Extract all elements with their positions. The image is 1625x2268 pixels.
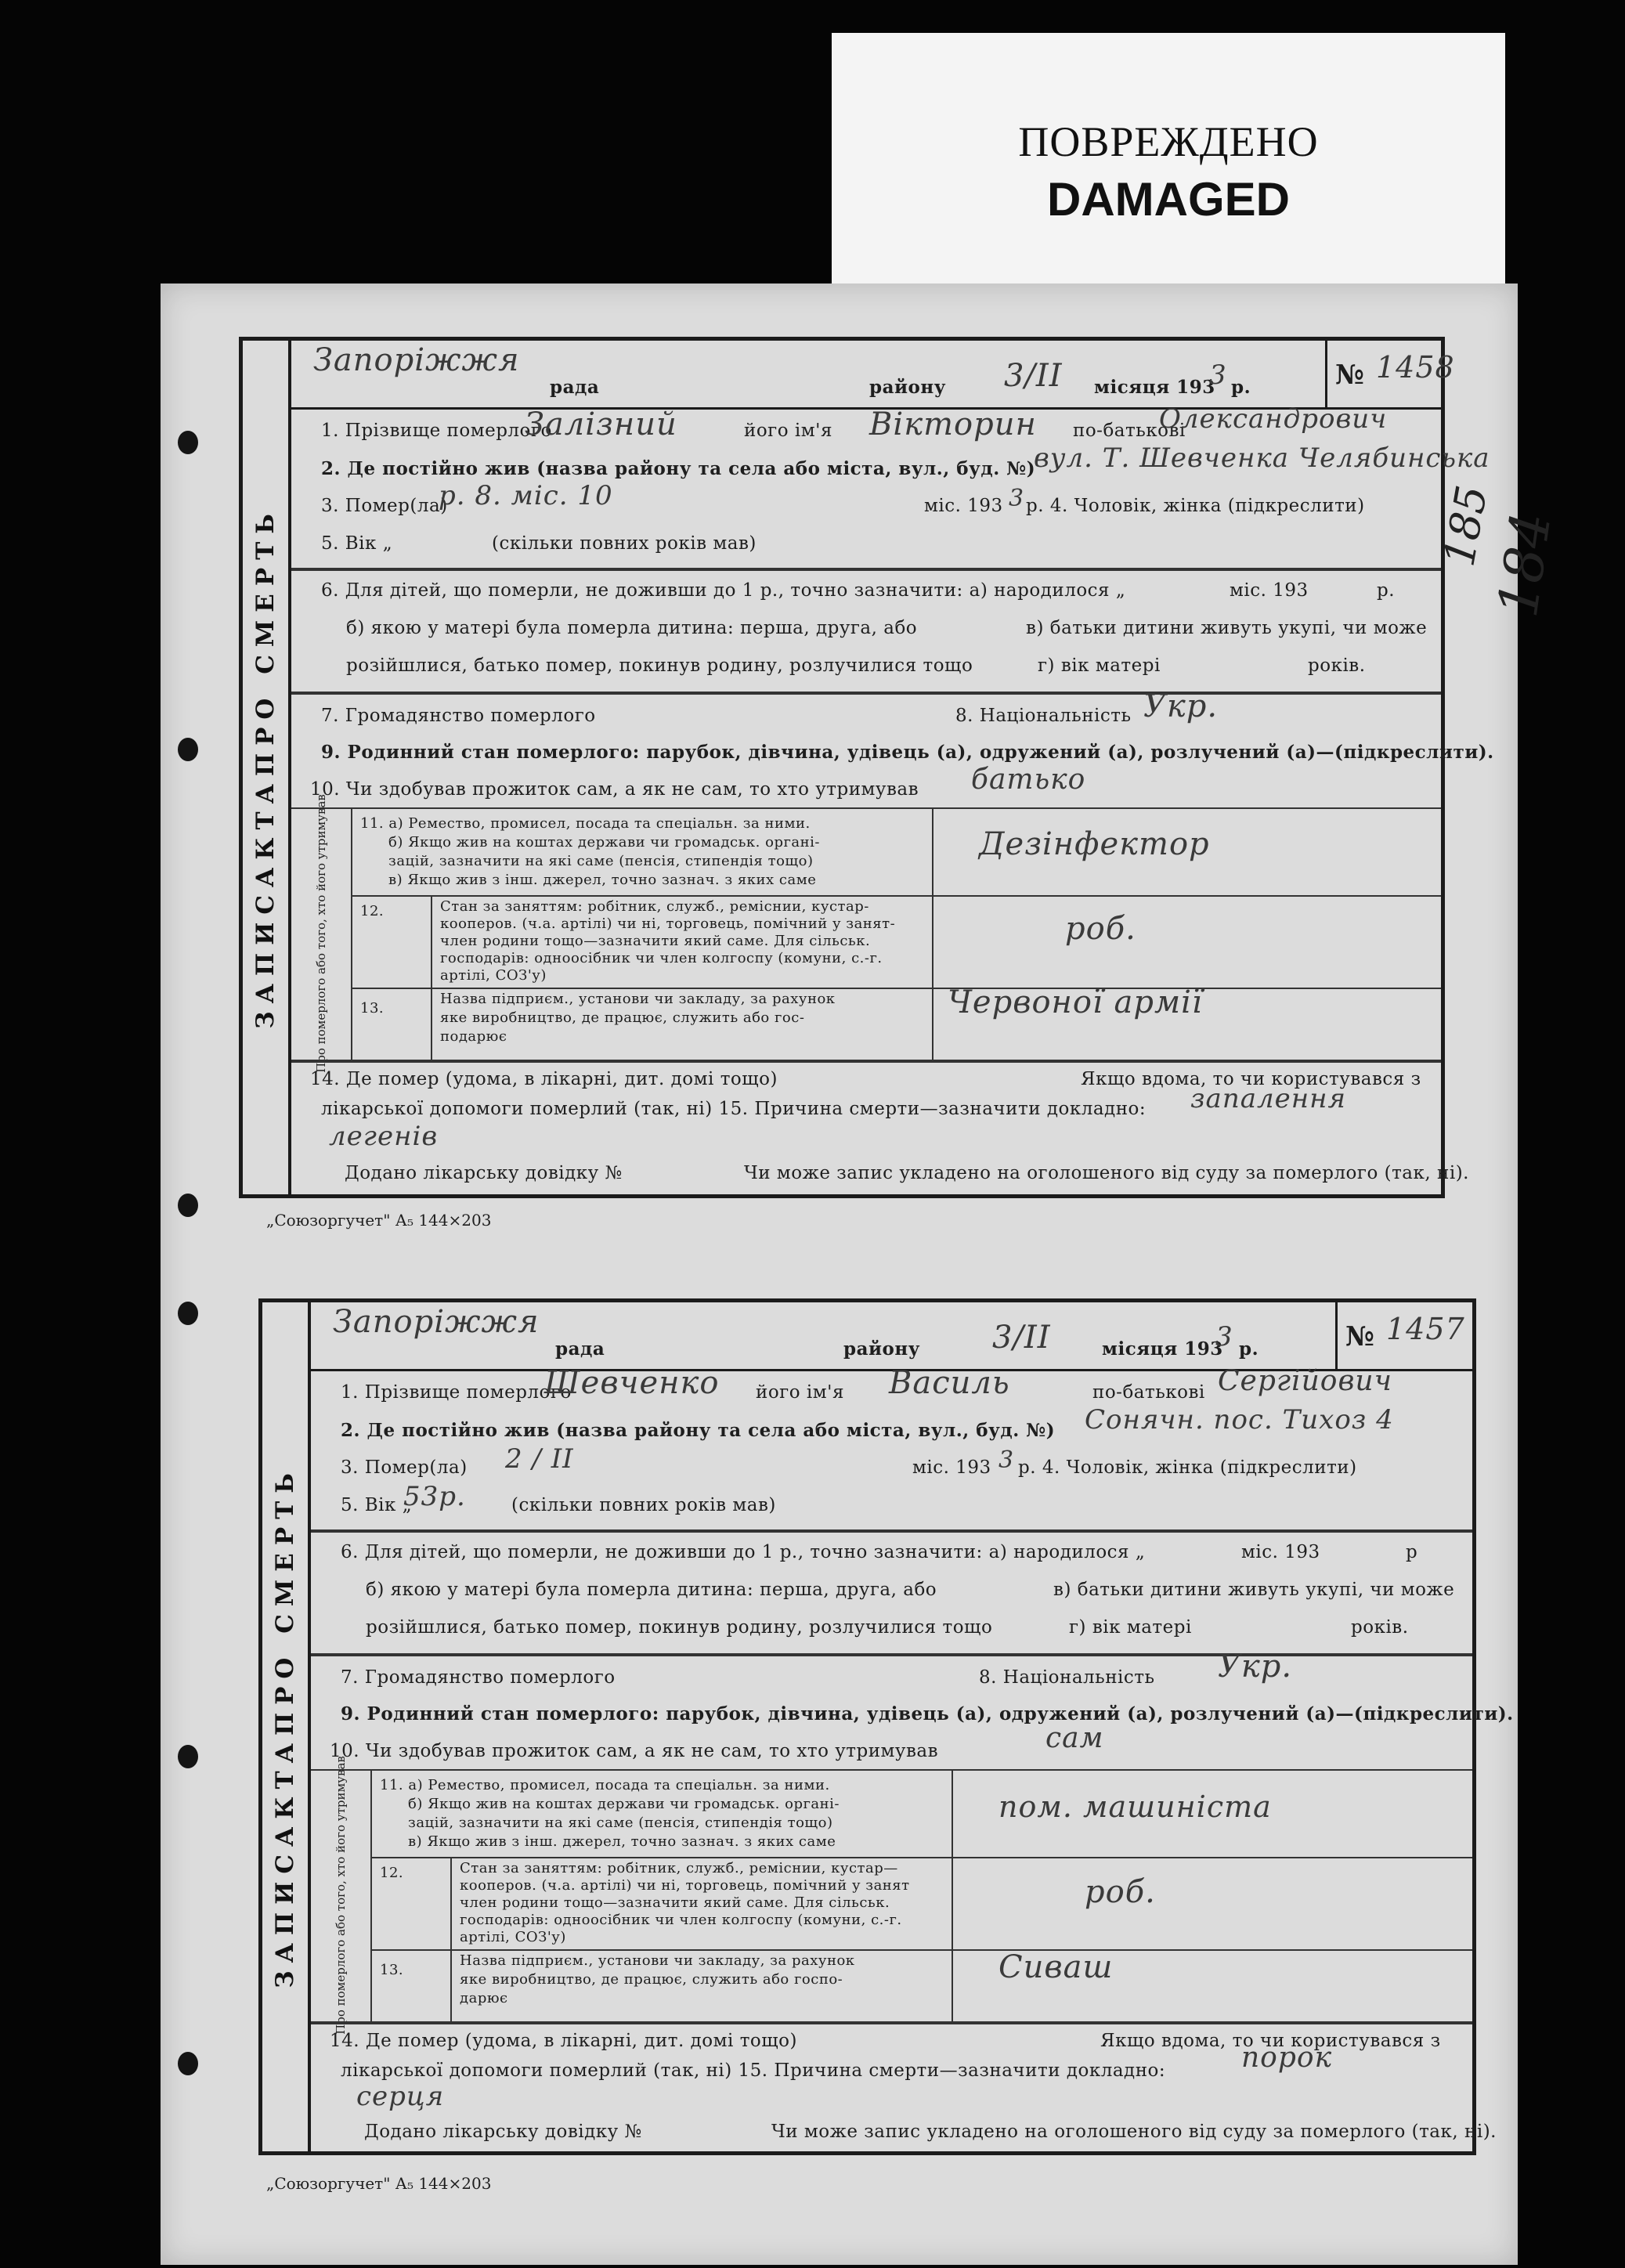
form-header [291,341,1455,410]
row-1: 1. Прізвище померлого [321,421,552,441]
row-6-b: б) якою у матері була померла дитина: перша, друга, або [346,618,918,638]
form-footer: „Союзоргучет" А₅ 144×203 [266,2174,492,2193]
row-3: 3. Помер(ла) [321,496,448,516]
row-6: 6. Для дітей, що померли, не доживши до 1 р., точно зазначити: а) народилося „ [321,580,1126,601]
row-6-c: в) батьки дитини живуть укупі, чи може [1026,618,1428,638]
row-13-b: яке виробництво, де працює, служить або госпо- [460,1971,843,1988]
row-12-b: кооперов. (ч.а. артілі) чи ні, торговець, помічний у занят- [440,916,896,932]
record-number-box [1325,341,1455,410]
hw-surname: Шевченко [544,1365,720,1401]
row-3-month-label: міс. 193 [912,1457,991,1478]
row-13-a: Назва підприєм., установи чи закладу, за рахунок [460,1952,855,1969]
row-6-years: років. [1351,1617,1409,1638]
hw-status: роб. [1065,911,1136,947]
row-3-sex-label: р. 4. Чоловік, жінка (підкреслити) [1018,1457,1357,1478]
row-13-c: дарює [460,1990,508,2006]
row-16-a: Додано лікарську довідку № [364,2122,642,2142]
row-12-c: член родини тощо—зазначити який саме. Для сільськ. [460,1894,890,1911]
margin-note: 184 [1485,508,1564,621]
header-month: місяця 193 [1094,377,1215,398]
row-3-month-label: міс. 193 [924,496,1003,516]
row-11-b: б) Якщо жив на коштах держави чи громадськ. органі- [408,1796,840,1812]
form-subhead: Про померлого або того, хто його утримував [291,807,352,1060]
hw-died: 2 / ІІ [505,1443,574,1475]
row-6-month-label: міс. 193 [1241,1542,1320,1562]
hw-name: Вікторин [869,406,1037,442]
hw-died-year: 3 [1009,485,1025,512]
hw-cause-2: серця [356,2081,445,2112]
row-14-b: Якщо вдома, то чи користувався з [1081,1069,1421,1089]
hw-workplace: Червоної армії [948,984,1203,1020]
hw-occupation: Дезінфектор [979,826,1210,862]
hw-age: 53р. [403,1481,466,1512]
row-3: 3. Помер(ла) [341,1457,468,1478]
row-6-d: розійшлися, батько помер, покинув родину, розлучилися тощо [366,1617,993,1638]
punch-hole [178,1194,198,1217]
hw-rada: Запоріжжя [333,1304,540,1340]
row-6-r: р [1406,1542,1418,1562]
row-12-b: кооперов. (ч.а. артілі) чи ні, торговець, помічний у занят [460,1877,910,1894]
death-record-form [258,1298,1514,2155]
row-11-a: 11. а) Ремество, промисел, посада та спеціальн. за ними. [360,815,811,832]
form-header [311,1302,1472,1371]
punch-hole [178,431,198,454]
hw-supporter: сам [1045,1722,1104,1754]
record-number-label: № [1345,1321,1374,1352]
hw-year: 3 [1215,1321,1233,1352]
damaged-label-ru: ПОВРЕЖДЕНО [1018,118,1319,165]
row-6-years: років. [1308,655,1366,676]
row-11-c: в) Якщо жив з інш. джерел, точно зазнач. з яких саме [408,1833,836,1850]
hw-year: 3 [1209,359,1227,391]
row-11-b2: зацій, зазначити на які саме (пенсія, стипендія тощо) [388,853,814,869]
form-subhead: Про померлого або того, хто його утримував [311,1769,372,2021]
row-9: 9. Родинний стан померлого: парубок, дівчина, удівець (а), одружений (а), розлучений (а)—(підкреслити). [321,742,1494,763]
header-rada: рада [555,1338,605,1360]
row-1-patronymic-label: по-батькові [1073,421,1186,441]
row-2: 2. Де постійно жив (назва району та села або міста, вул., буд. №) [341,1420,1056,1441]
row-12-e: артілі, СОЗ'у) [440,967,547,984]
row-6-c: в) батьки дитини живуть укупі, чи може [1053,1580,1455,1600]
row-14-b: Якщо вдома, то чи користувався з [1100,2031,1441,2051]
row-1-name-label: його ім'я [756,1382,844,1403]
row-1-name-label: його ім'я [744,421,832,441]
header-raion: району [843,1338,920,1360]
row-6: 6. Для дітей, що померли, не доживши до 1 р., точно зазначити: а) народилося „ [341,1542,1146,1562]
row-7: 7. Громадянство померлого [341,1667,616,1688]
hw-cause-1: порок [1241,2042,1333,2074]
row-13: 13. [380,1962,404,1978]
row-6-d: розійшлися, батько помер, покинув родину, розлучилися тощо [346,655,973,676]
row-12: 12. [360,903,385,919]
margin-note: 185 [1434,482,1497,570]
hw-name: Василь [889,1365,1010,1401]
hw-patronymic: Олександрович [1159,403,1388,435]
punch-hole [178,738,198,761]
hw-rada: Запоріжжя [313,342,520,378]
damaged-label-card [832,33,1505,294]
row-16-b: Чи може запис укладено на оголошеного від суду за померлого (так, ні). [771,2122,1497,2142]
hw-record-number: 1457 [1386,1312,1465,1346]
hw-raion: 3/ІІ [992,1320,1051,1356]
row-12-e: артілі, СОЗ'у) [460,1929,566,1945]
header-raion: району [869,377,946,398]
row-5: 5. Вік „ [321,533,393,554]
row-8: 8. Національність [955,706,1132,726]
hw-cause-1: запалення [1190,1083,1347,1114]
row-5: 5. Вік „ [341,1495,413,1515]
row-12-a: Стан за заняттям: робітник, служб., реміснии, кустар— [460,1860,898,1876]
row-6-month-label: міс. 193 [1230,580,1309,601]
hw-died-year: 3 [998,1446,1015,1474]
damaged-label-en: DAMAGED [1047,173,1290,226]
row-11-b2: зацій, зазначити на які саме (пенсія, стипендія тощо) [408,1815,833,1831]
punch-hole [178,1302,198,1325]
row-3-sex-label: р. 4. Чоловік, жінка (підкреслити) [1026,496,1365,516]
row-11-a: 11. а) Ремество, промисел, посада та спеціальн. за ними. [380,1777,830,1793]
row-8: 8. Національність [979,1667,1155,1688]
row-12: 12. [380,1865,404,1881]
row-16-a: Додано лікарську довідку № [345,1163,623,1183]
form-side-title: ЗАПИСАКТАПРО СМЕРТЬ [262,1302,311,2151]
header-r: р. [1239,1338,1259,1360]
header-rada: рада [550,377,600,398]
hw-patronymic: Сергійович [1218,1365,1392,1397]
hw-raion: 3/ІІ [1004,358,1063,394]
hw-surname: Залізний [525,406,677,442]
row-15: лікарської допомоги померлий (так, ні) 15. Причина смерти—зазначити докладно: [341,2060,1166,2081]
hw-status: роб. [1085,1874,1156,1910]
header-r: р. [1231,377,1251,398]
hw-supporter: батько [971,764,1086,796]
punch-hole [178,1745,198,1768]
hw-address: Сонячн. пос. Тихоз 4 [1085,1404,1394,1436]
row-13-a: Назва підприєм., установи чи закладу, за рахунок [440,991,836,1007]
row-6-r: р. [1377,580,1396,601]
row-5-hint: (скільки повних років мав) [492,533,757,554]
row-13-b: яке виробництво, де працює, служить або гос- [440,1009,805,1026]
hw-nationality: Укр. [1143,688,1219,724]
row-15: лікарської допомоги померлий (так, ні) 15. Причина смерти—зазначити докладно: [321,1099,1147,1119]
header-month: місяця 193 [1102,1338,1223,1360]
row-12-d: господарів: одноосібник чи член колгоспу (комуни, с.-г. [440,950,883,966]
row-5-hint: (скільки повних років мав) [511,1495,776,1515]
row-12-c: член родини тощо—зазначити який саме. Для сільськ. [440,933,871,949]
row-1-patronymic-label: по-батькові [1092,1382,1205,1403]
record-number-box [1335,1302,1472,1371]
row-14: 14. Де помер (удома, в лікарні, дит. домі тощо) [330,2031,797,2051]
row-6-b: б) якою у матері була померла дитина: перша, друга, або [366,1580,937,1600]
hw-died: р. 8. міс. 10 [439,480,613,511]
form-footer: „Союзоргучет" А₅ 144×203 [266,1211,492,1230]
row-6-mother-age: г) вік матері [1038,655,1161,676]
record-number-label: № [1335,359,1364,391]
punch-hole [178,2052,198,2075]
hw-nationality: Укр. [1218,1649,1293,1685]
row-13-c: подарює [440,1028,507,1045]
row-11-c: в) Якщо жив з інш. джерел, точно зазнач. з яких саме [388,872,817,888]
row-16-b: Чи може запис укладено на оголошеного від суду за померлого (так, ні). [744,1163,1469,1183]
row-7: 7. Громадянство померлого [321,706,596,726]
row-10: 10. Чи здобував прожиток сам, а як не сам, то хто утримував [330,1741,939,1761]
row-1: 1. Прізвище померлого [341,1382,572,1403]
hw-workplace: Сиваш [998,1949,1114,1985]
form-side-title: ЗАПИСАКТАПРО СМЕРТЬ [243,341,291,1194]
row-12-a: Стан за заняттям: робітник, служб., реміснии, кустар- [440,898,869,915]
row-13: 13. [360,1000,385,1017]
row-11-b: б) Якщо жив на коштах держави чи громадськ. органі- [388,834,820,850]
hw-occupation: пом. машиніста [998,1789,1272,1824]
row-2: 2. Де постійно жив (назва району та села або міста, вул., буд. №) [321,458,1036,479]
hw-address: вул. Т. Шевченка Челябинська [1034,442,1490,474]
row-6-mother-age: г) вік матері [1069,1617,1192,1638]
hw-record-number: 1458 [1376,350,1455,385]
row-14: 14. Де помер (удома, в лікарні, дит. домі тощо) [310,1069,778,1089]
hw-cause-2: легенів [329,1121,439,1152]
row-10: 10. Чи здобував прожиток сам, а як не сам, то хто утримував [310,779,919,800]
row-9: 9. Родинний стан померлого: парубок, дівчина, удівець (а), одружений (а), розлучений (а)—(підкреслити). [341,1703,1514,1724]
row-12-d: господарів: одноосібник чи член колгоспу (комуни, с.-г. [460,1912,902,1928]
